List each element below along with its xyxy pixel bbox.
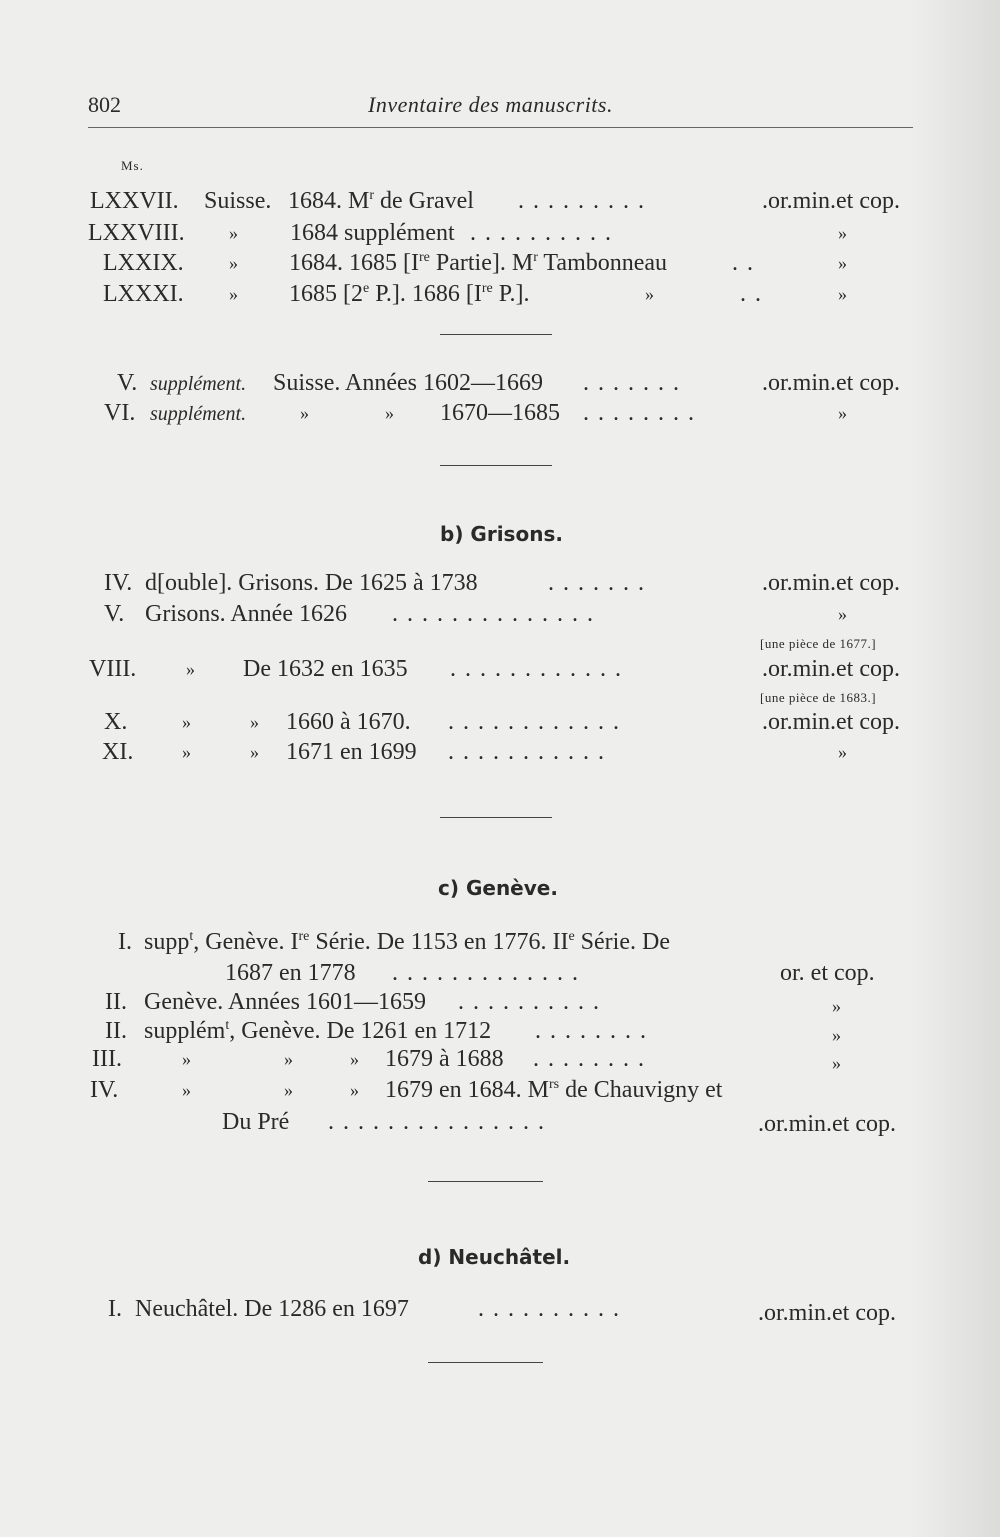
ditto-mark: » (838, 253, 847, 273)
leader-dots: ........ (535, 1018, 655, 1044)
entry-qualifier: supplément. (150, 403, 247, 425)
section-separator (440, 817, 552, 818)
entry-text: Neuchâtel. De 1286 en 1697 (135, 1296, 409, 1322)
entry-number: V. (117, 370, 138, 396)
leader-dots: .......... (458, 989, 608, 1015)
entry-number: IV. (104, 570, 133, 596)
ditto-mark: » (385, 403, 394, 423)
ditto-mark: » (182, 1080, 191, 1100)
entry-continuation: Du Pré (222, 1109, 290, 1135)
section-separator (440, 465, 552, 466)
entry-text: 1684. $M^r$ de Gravel (288, 188, 474, 214)
ditto-mark: » (350, 1049, 359, 1069)
leader-dots: ........... (448, 739, 613, 765)
ditto-mark: » (284, 1080, 293, 1100)
leader-dots: .......... (478, 1296, 628, 1322)
ditto-mark: » (645, 284, 654, 304)
leader-dots: ........ (533, 1046, 653, 1072)
ditto-mark: » (838, 604, 847, 624)
ditto-mark: » (284, 1049, 293, 1069)
section-heading-grisons: b) Grisons. (440, 522, 563, 546)
ditto-mark: » (250, 712, 259, 732)
entry-text: supp$^t$, Genève. Ire Série. De 1153 en 1776. IIe Série. De (144, 929, 670, 955)
header-rule (88, 127, 913, 128)
ditto-mark: » (832, 996, 841, 1016)
leader-dots: ......... (518, 188, 653, 214)
ditto-mark: » (300, 403, 309, 423)
entry-text: 1679 à 1688 (385, 1046, 504, 1072)
ditto-mark: » (250, 742, 259, 762)
entry-number: II. (105, 989, 127, 1015)
entry-text: 1684 supplément (290, 220, 455, 246)
entry-number: LXXIX. (103, 250, 184, 276)
entry-number: LXXVII. (90, 188, 179, 214)
entry-format: .or.min.et cop. (762, 188, 900, 214)
ditto-mark: » (838, 403, 847, 423)
entry-format: .or.min.et cop. (762, 370, 900, 396)
section-separator (428, 1181, 543, 1182)
ms-label: Ms. (121, 158, 144, 173)
entry-continuation: 1687 en 1778 (225, 960, 356, 986)
entry-number: LXXXI. (103, 281, 184, 307)
entry-text: 1671 en 1699 (286, 739, 417, 765)
entry-text: 1660 à 1670. (286, 709, 411, 735)
ditto-mark: » (229, 253, 238, 273)
section-separator (440, 334, 552, 335)
ditto-mark: » (182, 1049, 191, 1069)
entry-format: .or.min.et cop. (762, 656, 900, 682)
running-title: Inventaire des manuscrits. (368, 92, 613, 117)
entry-format: .or.min.et cop. (758, 1300, 896, 1326)
leader-dots: ............ (450, 656, 630, 682)
leader-dots: .......... (470, 220, 620, 246)
ditto-mark: » (832, 1025, 841, 1045)
entry-text: 1679 en 1684. $M^{rs}$ de Chauvigny et (385, 1077, 723, 1103)
entry-number: I. (108, 1296, 122, 1322)
leader-dots: ............. (392, 960, 587, 986)
leader-dots: ........ (583, 400, 703, 426)
entry-text: Grisons. Année 1626 (145, 601, 347, 627)
entry-number: VIII. (89, 656, 137, 682)
ditto-mark: » (182, 742, 191, 762)
ditto-mark: » (350, 1080, 359, 1100)
entry-place: Suisse. (204, 188, 272, 214)
entry-text: 1670—1685 (440, 400, 560, 426)
marginal-note: [une pièce de 1683.] (760, 690, 877, 705)
ditto-mark: » (229, 223, 238, 243)
entry-number: II. (105, 1018, 127, 1044)
entry-text: Suisse. Années 1602—1669 (273, 370, 543, 396)
page-number: 802 (88, 92, 121, 117)
entry-text: 1684. 1685 [Ire Partie]. $M^r$ Tambonneau (289, 250, 668, 276)
entry-number: X. (104, 709, 128, 735)
marginal-note: [une pièce de 1677.] (760, 636, 877, 651)
leader-dots: .............. (392, 601, 602, 627)
section-heading-neuchatel: d) Neuchâtel. (418, 1245, 571, 1269)
entry-number: V. (104, 601, 125, 627)
leader-dots: ....... (548, 570, 653, 596)
entry-number: LXXVIII. (88, 220, 185, 246)
section-separator (428, 1362, 543, 1363)
ditto-mark: » (838, 284, 847, 304)
entry-number: I. (118, 929, 132, 955)
entry-format: .or.min.et cop. (762, 709, 900, 735)
entry-number: VI. (104, 400, 136, 426)
entry-format: or. et cop. (780, 960, 875, 986)
entry-number: XI. (102, 739, 134, 765)
ditto-mark: » (838, 742, 847, 762)
entry-text: supplém$^t$, Genève. De 1261 en 1712 (144, 1018, 492, 1044)
section-heading-geneve: c) Genève. (438, 876, 558, 900)
leader-dots: .. (740, 281, 770, 307)
ditto-mark: » (838, 223, 847, 243)
ditto-mark: » (182, 712, 191, 732)
page-edge-shadow (910, 0, 1000, 1537)
entry-qualifier: supplément. (150, 373, 247, 395)
leader-dots: ....... (583, 370, 688, 396)
ditto-mark: » (229, 284, 238, 304)
leader-dots: ............ (448, 709, 628, 735)
entry-number: III. (92, 1046, 122, 1072)
entry-text: d[ouble]. Grisons. De 1625 à 1738 (145, 570, 478, 596)
ditto-mark: » (186, 659, 195, 679)
entry-format: .or.min.et cop. (762, 570, 900, 596)
ditto-mark: » (832, 1053, 841, 1073)
leader-dots: ............... (328, 1109, 553, 1135)
leader-dots: .. (732, 250, 762, 276)
entry-number: IV. (90, 1077, 119, 1103)
entry-text: Genève. Années 1601—1659 (144, 989, 426, 1015)
entry-text: De 1632 en 1635 (243, 656, 408, 682)
entry-text: 1685 [2e P.]. 1686 [Ire P.]. (289, 281, 530, 307)
entry-format: .or.min.et cop. (758, 1111, 896, 1137)
